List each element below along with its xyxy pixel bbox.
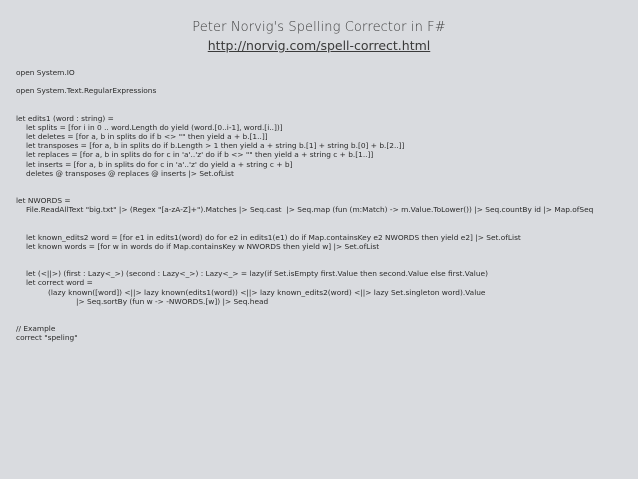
code-blank-line [16, 178, 631, 187]
code-line: let splits = [for i in 0 .. word.Length do yield (word.[0..i-1], word.[i..])] [26, 122, 283, 132]
code-line: deletes @ transposes @ replaces @ inserts |> Set.ofList [26, 168, 234, 178]
code-line: |> Seq.sortBy (fun w -> -NWORDS.[w]) |> Seq.head [76, 296, 269, 306]
code-line: (lazy known([word]) <||> lazy known(edits1(word)) <||> lazy known_edits2(word) <||> lazy Set.singleton word).Value [48, 287, 486, 297]
code-blank-line [16, 105, 631, 114]
source-link[interactable]: http://norvig.com/spell-correct.html [207, 38, 431, 53]
code-blank-line [16, 187, 631, 196]
code-blank-line [16, 260, 631, 269]
code-line: let (<||>) (first : Lazy<_>) (second : Lazy<_>) : Lazy<_> = lazy(if Set.isEmpty first.Value then second.Value else first.Value) [26, 269, 488, 279]
code-blank-line [16, 306, 631, 315]
code-blank-line [16, 224, 631, 233]
code-line: let inserts = [for a, b in splits do for c in 'a'..'z' do yield a + string c + b] [26, 159, 293, 169]
code-blank-line [16, 95, 631, 104]
code-line: // Example [16, 324, 56, 334]
code-blank-line [16, 251, 631, 260]
code-line: let known words = [for w in words do if Map.containsKey w NWORDS then yield w] |> Set.ofList [26, 241, 380, 251]
code-line: let correct word = [26, 278, 93, 288]
code-line: let transposes = [for a, b in splits do if b.Length > 1 then yield a + string b.[1] + string b.[0] + b.[2..]] [26, 141, 405, 151]
code-block [16, 68, 631, 343]
code-blank-line [16, 77, 631, 86]
code-line: let replaces = [for a, b in splits do for c in 'a'..'z' do if b <> "" then yield a + string c + b.[1..]] [26, 150, 374, 160]
code-blank-line [16, 315, 631, 324]
code-line: let known_edits2 word = [for e1 in edits1(word) do for e2 in edits1(e1) do if Map.containsKey e2 NWORDS then yield e2] |> Set.ofList [26, 232, 521, 242]
code-line: correct "speling" [16, 333, 78, 343]
code-line: open System.Text.RegularExpressions [16, 86, 157, 96]
code-line: File.ReadAllText "big.txt" |> (Regex "[a-zA-Z]+").Matches |> Seq.cast |> Seq.map (fun (m:Match) -> m.Value.ToLower()) |> Seq.countBy id |> Map.ofSeq [26, 205, 594, 215]
code-line: let deletes = [for a, b in splits do if b <> "" then yield a + b.[1..]] [26, 132, 268, 142]
code-line: let edits1 (word : string) = [16, 113, 114, 123]
slide-title: Peter Norvig's Spelling Corrector in F# [192, 20, 446, 35]
code-blank-line [16, 215, 631, 224]
code-line: open System.IO [16, 68, 75, 77]
code-line: let NWORDS = [16, 196, 71, 206]
